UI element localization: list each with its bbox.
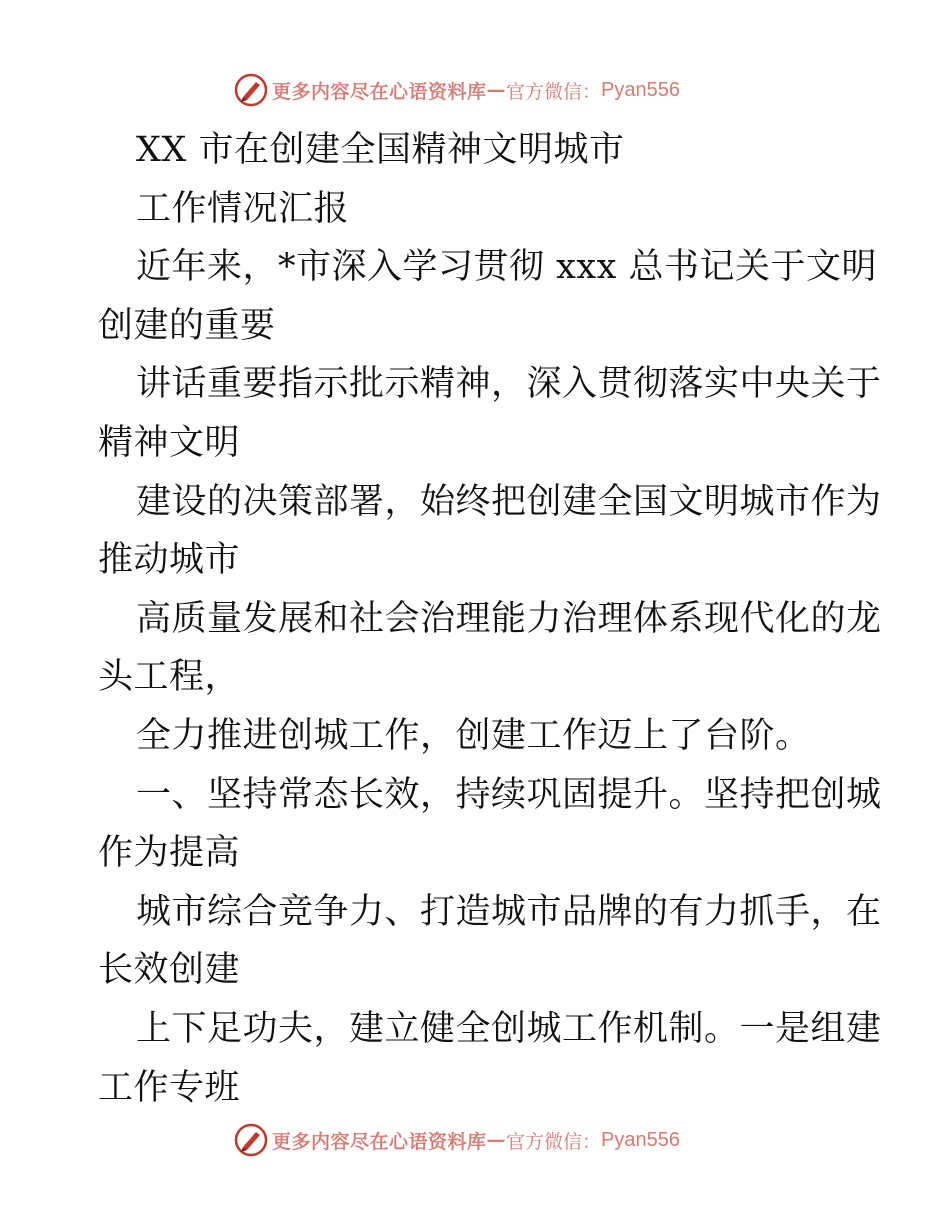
header-watermark [234, 72, 680, 108]
paragraph-line: 全力推进创城工作，创建工作迈上了台阶。 [136, 715, 811, 756]
paragraph-line: 城市综合竞争力、打造城市品牌的有力抓手，在 [136, 891, 882, 932]
document-subtitle: 工作情况汇报 [136, 188, 350, 229]
paragraph-line: 作为提高 [98, 833, 241, 874]
paragraph-line: 高质量发展和社会治理能力治理体系现代化的龙 [136, 598, 882, 639]
paragraph-line: 工作专班 [98, 1067, 241, 1108]
document-title: XX 市在创建全国精神文明城市 [136, 130, 625, 170]
paragraph-line: 上下足功夫，建立健全创城工作机制。一是组建 [136, 1008, 882, 1049]
watermark-wechat-label: 官方微信： [506, 1130, 602, 1153]
watermark-wechat-id: Pyan556 [601, 1128, 680, 1151]
paragraph-line: 创建的重要 [98, 305, 276, 346]
watermark-wechat-id: Pyan556 [601, 78, 680, 101]
pen-logo-icon [234, 73, 268, 107]
paragraph-line: 头工程， [98, 657, 241, 698]
paragraph-line: 讲话重要指示批示精神，深入贯彻落实中央关于 [136, 364, 882, 405]
section-heading-line: 一、坚持常态长效，持续巩固提升。坚持把创城 [136, 774, 882, 815]
paragraph-line: 精神文明 [98, 422, 241, 463]
pen-logo-icon [234, 1123, 268, 1157]
footer-watermark [234, 1122, 680, 1158]
watermark-main-text: 更多内容尽在心语资料库 [272, 1130, 487, 1153]
paragraph-line: 推动城市 [98, 540, 241, 581]
document-body [98, 121, 882, 1117]
paragraph-line: 近年来，*市深入学习贯彻 xxx 总书记关于文明 [136, 247, 877, 288]
paragraph-line: 建设的决策部署，始终把创建全国文明城市作为 [136, 481, 882, 522]
watermark-main-text: 更多内容尽在心语资料库 [272, 80, 487, 103]
watermark-dash: — [486, 1129, 507, 1151]
watermark-dash: — [486, 79, 507, 101]
watermark-wechat-label: 官方微信： [506, 80, 602, 103]
paragraph-line: 长效创建 [98, 950, 241, 991]
